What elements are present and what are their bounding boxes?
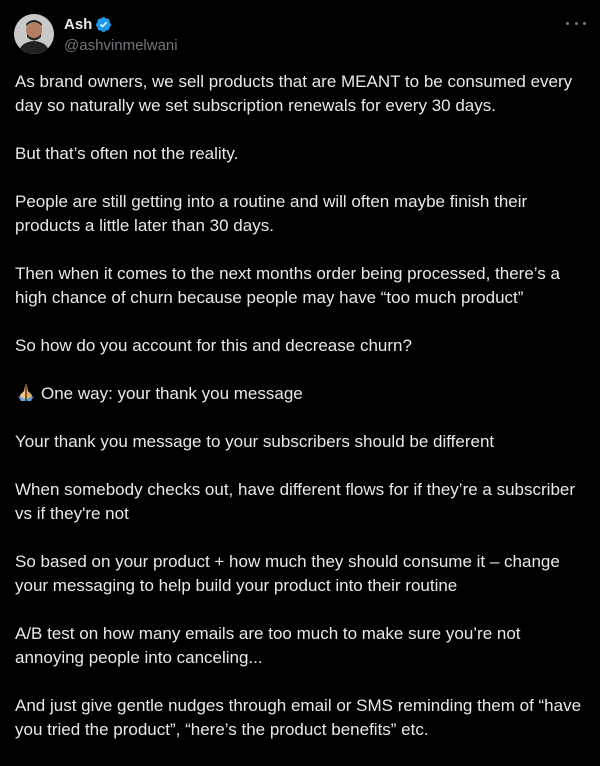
tweet-paragraph: Your thank you message to your subscribers should be different bbox=[15, 432, 495, 451]
user-avatar[interactable] bbox=[14, 14, 54, 54]
avatar-icon bbox=[14, 14, 54, 54]
dot bbox=[575, 22, 578, 25]
praying-hands-emoji bbox=[15, 382, 37, 402]
tweet-paragraph: Then when it comes to the next months order being processed, there’s a high chance of churn because people may have “too much product” bbox=[15, 264, 560, 307]
tweet-paragraph: As brand owners, we sell products that are MEANT to be consumed every day so naturally we set subscription renewals for every 30 days. bbox=[15, 72, 573, 115]
tweet-paragraph: So how do you account for this and decrease churn? bbox=[15, 336, 412, 355]
more-options-icon[interactable] bbox=[566, 15, 586, 31]
tweet-text bbox=[15, 70, 587, 766]
display-name[interactable]: Ash bbox=[64, 15, 93, 33]
dot bbox=[566, 22, 569, 25]
tweet-paragraph: A/B test on how many emails are too much to make sure you’re not annoying people into canceling... bbox=[15, 624, 521, 667]
tweet-paragraph: But that’s often not the reality. bbox=[15, 144, 239, 163]
tweet-paragraph: When somebody checks out, have different flows for if they’re a subscriber vs if they're not bbox=[15, 480, 576, 523]
tweet-paragraph: People are still getting into a routine and will often maybe finish their products a little later than 30 days. bbox=[15, 192, 528, 235]
tweet-paragraph: And just give gentle nudges through email or SMS reminding them of “have you tried the product”, “here’s the product benefits” etc. bbox=[15, 696, 582, 739]
tweet-paragraph: So based on your product + how much they should consume it – change your messaging to help build your product into their routine bbox=[15, 552, 560, 595]
user-handle[interactable]: @ashvinmelwani bbox=[64, 37, 178, 54]
name-row bbox=[64, 15, 178, 33]
dot bbox=[583, 22, 586, 25]
tweet-paragraph-text: One way: your thank you message bbox=[41, 384, 303, 403]
tweet-header bbox=[14, 13, 586, 57]
user-info bbox=[64, 15, 178, 54]
verified-badge-icon bbox=[95, 16, 112, 33]
tweet-paragraph-emoji bbox=[15, 382, 587, 406]
